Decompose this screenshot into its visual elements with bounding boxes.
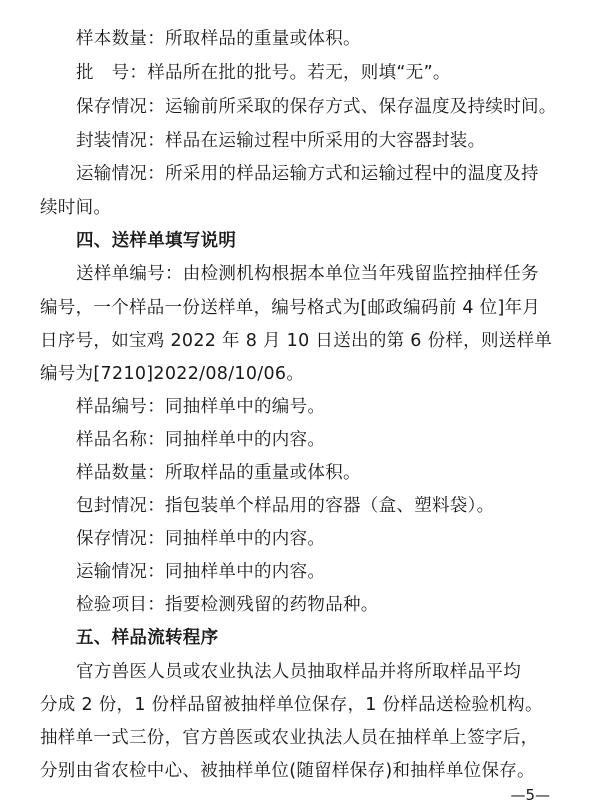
text-line-flow-1: 官方兽医人员或农业执法人员抽取样品并将所取样品平均 bbox=[76, 662, 521, 682]
text-line-form-number-cont2: 日序号，如宝鸡 2022 年 8 月 10 日送出的第 6 份样，则送样单 bbox=[40, 331, 553, 351]
text-line-transport-condition-cont: 续时间。 bbox=[40, 198, 112, 218]
text-line-storage-condition: 保存情况：运输前所采取的保存方式、保存温度及持续时间。 bbox=[76, 97, 557, 117]
section-heading-4: 四、送样单填写说明 bbox=[76, 231, 237, 251]
text-line-storage: 保存情况：同抽样单中的内容。 bbox=[76, 529, 326, 549]
text-line-sample-quantity: 样本数量：所取样品的重量或体积。 bbox=[76, 29, 361, 49]
text-line-form-number-cont3: 编号为[7210]2022/08/10/06。 bbox=[40, 364, 305, 384]
text-line-sealing: 包封情况：指包装单个样品用的容器（盒、塑料袋）。 bbox=[76, 496, 495, 516]
section-heading-5: 五、样品流转程序 bbox=[76, 628, 219, 648]
page-number: —5— bbox=[510, 786, 550, 804]
text-line-flow-3: 抽样单一式三份，官方兽医或农业执法人员在抽样单上签字后， bbox=[40, 728, 539, 748]
text-line-form-number: 送样单编号：由检测机构根据本单位当年残留监控抽样任务 bbox=[76, 264, 539, 284]
text-line-sample-count: 样品数量：所取样品的重量或体积。 bbox=[76, 463, 361, 483]
text-line-transport-condition: 运输情况：所采用的样品运输方式和运输过程中的温度及持 bbox=[76, 164, 539, 184]
text-line-transport: 运输情况：同抽样单中的内容。 bbox=[76, 562, 326, 582]
text-line-flow-4: 分别由省农检中心、被抽样单位(随留样保存)和抽样单位保存。 bbox=[40, 761, 535, 781]
text-line-sample-name: 样品名称：同抽样单中的内容。 bbox=[76, 430, 326, 450]
text-line-test-items: 检验项目：指要检测残留的药物品种。 bbox=[76, 595, 379, 615]
text-line-packaging-condition: 封装情况：样品在运输过程中所采用的大容器封装。 bbox=[76, 131, 486, 151]
text-line-batch-number: 批 号：样品所在批的批号。若无，则填“无”。 bbox=[76, 63, 451, 83]
text-line-flow-2: 分成 2 份，1 份样品留被抽样单位保存，1 份样品送检验机构。 bbox=[40, 695, 543, 715]
text-line-form-number-cont1: 编号，一个样品一份送样单，编号格式为[邮政编码前 4 位]年月 bbox=[40, 298, 541, 318]
text-line-sample-id: 样品编号：同抽样单中的编号。 bbox=[76, 397, 326, 417]
